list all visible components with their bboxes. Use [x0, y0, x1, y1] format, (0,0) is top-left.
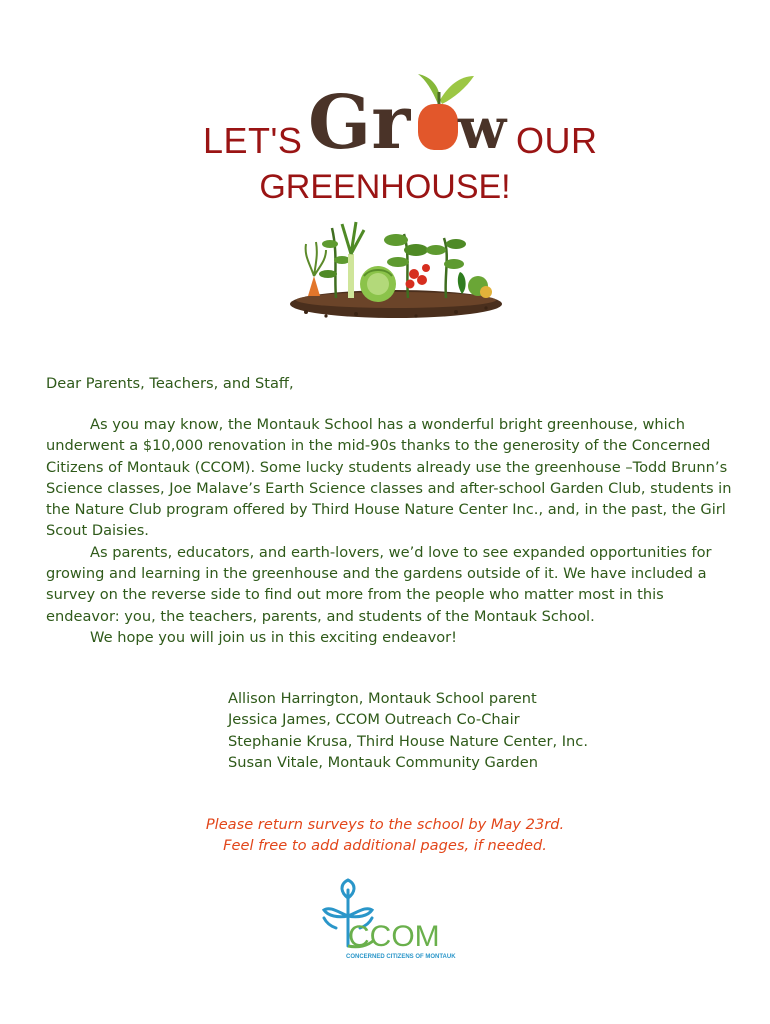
title-line-2: GREENHOUSE! — [259, 168, 511, 206]
letter-paragraph: As you may know, the Montauk School has a wonderful bright greenhouse, which underwent a $10,000 renovation in the mid-90s thanks to the generosity of the Concerned Citizens of Montauk (CCOM). Some lucky students already use the greenhouse –Todd Brunn’s Science classes, Joe Malave’s Earth Science classes and after-school Garden Club, students in the Nature Club program offered by Third House Nature Center Inc., and, in the past, the Girl Scout Daisies. — [46, 416, 732, 540]
tomato-cluster-icon — [406, 264, 431, 289]
return-instructions-line-1: Please return surveys to the school by May 23rd. — [205, 816, 565, 833]
letter-salutation: Dear Parents, Teachers, and Staff, — [46, 375, 294, 392]
grow-logo-text-gr: Gr — [308, 80, 411, 160]
signature-block — [228, 688, 728, 773]
signature-line: Susan Vitale, Montauk Community Garden — [228, 753, 539, 771]
signature-line: Jessica James, CCOM Outreach Co-Chair — [228, 711, 520, 729]
vegetable-garden-illustration — [286, 204, 506, 334]
return-instructions — [0, 814, 770, 856]
signature-line: Stephanie Krusa, Third House Nature Center, Inc. — [228, 732, 588, 750]
leaf-icon — [418, 74, 440, 104]
grow-logo — [308, 70, 513, 160]
letter-paragraph: As parents, educators, and earth-lovers, we’d love to see expanded opportunities for growing and learning in the greenhouse and the gardens outside of it. We have included a survey on the reverse side to find out more from the people who matter most in this endeavor: you, the teachers, parents, and students of the Montauk School. — [46, 543, 712, 625]
signature-line: Allison Harrington, Montauk School parent — [228, 690, 537, 707]
ccom-acronym: CCOM — [348, 920, 440, 953]
letter-paragraph: We hope you will join us in this exciting endeavor! — [90, 628, 458, 646]
tomato-icon — [418, 104, 458, 150]
carrot-icon — [308, 276, 320, 296]
pepper-icon — [458, 272, 466, 294]
grow-logo-text-w: w — [458, 96, 507, 160]
return-instructions-line-2: Feel free to add additional pages, if needed. — [223, 837, 547, 854]
letter-body — [46, 414, 736, 648]
ccom-logo — [318, 876, 458, 964]
title-word-our: OUR — [516, 120, 598, 161]
title-word-lets: LET'S — [203, 120, 303, 161]
ccom-full-name: CONCERNED CITIZENS OF MONTAUK — [346, 954, 456, 960]
